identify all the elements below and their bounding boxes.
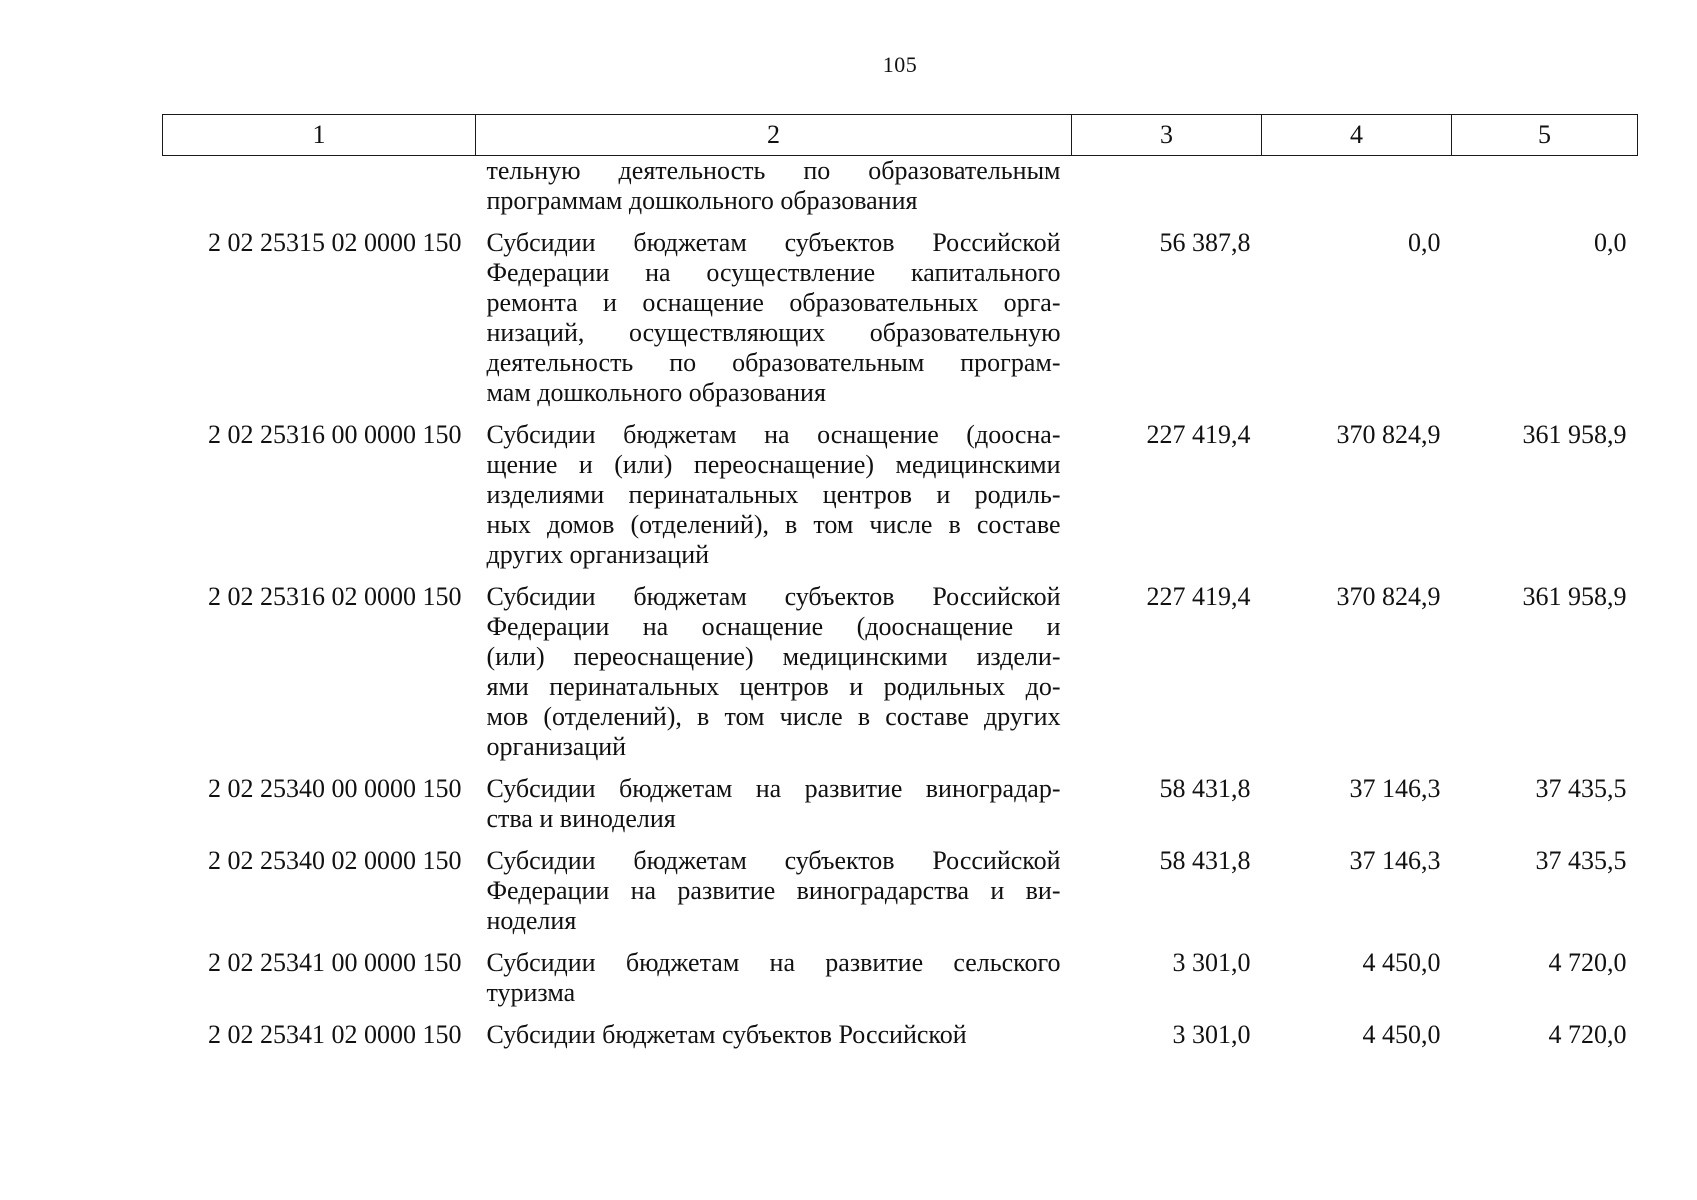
- description-line: туризма: [486, 978, 576, 1007]
- budget-code-cell: [163, 156, 476, 229]
- description-line: Субсидии бюджетам на развитие сельского: [486, 948, 1061, 977]
- header-col-4: 4: [1262, 115, 1452, 156]
- header-col-2: 2: [476, 115, 1072, 156]
- budget-code-cell: 2 02 25341 02 0000 150: [208, 1020, 462, 1049]
- table-row: [163, 228, 1638, 420]
- amount-col-3-cell: [1072, 156, 1262, 229]
- description-line: других организаций: [486, 540, 710, 569]
- description-line: низаций, осуществляющих образовательную: [486, 318, 1061, 347]
- amount-col-3-cell: 227 419,4: [1146, 420, 1251, 449]
- table-row: [163, 420, 1638, 582]
- table-row: [163, 156, 1638, 229]
- table-row: [163, 774, 1638, 846]
- description-cell: [476, 948, 1072, 1020]
- description-line: ноделия: [486, 906, 577, 935]
- amount-col-4-cell: 4 450,0: [1362, 1020, 1441, 1049]
- amount-col-5-cell: 0,0: [1594, 228, 1627, 257]
- amount-col-4-cell: 0,0: [1408, 228, 1441, 257]
- budget-table: [162, 114, 1638, 1062]
- description-line: Субсидии бюджетам субъектов Российской: [486, 582, 1061, 611]
- header-row: [163, 115, 1638, 156]
- budget-code-cell: 2 02 25340 00 0000 150: [208, 774, 462, 803]
- description-line: ства и виноделия: [486, 804, 676, 833]
- amount-col-4-cell: 37 146,3: [1349, 846, 1441, 875]
- header-col-3: 3: [1072, 115, 1262, 156]
- budget-code-cell: 2 02 25341 00 0000 150: [208, 948, 462, 977]
- amount-col-5-cell: 4 720,0: [1548, 1020, 1627, 1049]
- description-line: деятельность по образовательным програм-: [486, 348, 1061, 377]
- amount-col-5-cell: 4 720,0: [1548, 948, 1627, 977]
- description-line: организаций: [486, 732, 627, 761]
- description-line: Субсидии бюджетам субъектов Российской: [486, 228, 1061, 257]
- amount-col-4-cell: 4 450,0: [1362, 948, 1441, 977]
- description-cell: [476, 228, 1072, 420]
- header-col-1: 1: [163, 115, 476, 156]
- amount-col-3-cell: 58 431,8: [1159, 774, 1251, 803]
- description-line: программам дошкольного образования: [486, 186, 918, 215]
- budget-code-cell: 2 02 25316 02 0000 150: [208, 582, 462, 611]
- description-line: Федерации на оснащение (дооснащение и: [486, 612, 1061, 641]
- amount-col-3-cell: 3 301,0: [1172, 948, 1251, 977]
- description-line: Субсидии бюджетам субъектов Российской: [486, 846, 1061, 875]
- description-cell: [476, 156, 1072, 229]
- amount-col-3-cell: 58 431,8: [1159, 846, 1251, 875]
- description-cell: [476, 1020, 1072, 1062]
- amount-col-5-cell: 37 435,5: [1535, 774, 1627, 803]
- amount-col-3-cell: 56 387,8: [1159, 228, 1251, 257]
- amount-col-5-cell: 361 958,9: [1522, 582, 1627, 611]
- table-header: [163, 115, 1638, 156]
- header-col-5: 5: [1452, 115, 1638, 156]
- description-line: мам дошкольного образования: [486, 378, 826, 407]
- description-cell: [476, 846, 1072, 948]
- description-line: щение и (или) переоснащение) медицинскими: [486, 450, 1061, 479]
- page-number: 105: [882, 52, 918, 77]
- description-cell: [476, 420, 1072, 582]
- table-row: [163, 1020, 1638, 1062]
- description-line: мов (отделений), в том числе в составе других: [486, 702, 1061, 731]
- amount-col-3-cell: 3 301,0: [1172, 1020, 1251, 1049]
- amount-col-4-cell: 37 146,3: [1349, 774, 1441, 803]
- description-line: ями перинатальных центров и родильных до-: [486, 672, 1061, 701]
- amount-col-4-cell: 370 824,9: [1336, 420, 1441, 449]
- description-line: ных домов (отделений), в том числе в составе: [486, 510, 1061, 539]
- description-line: ремонта и оснащение образовательных орга-: [486, 288, 1061, 317]
- description-line: Федерации на осуществление капитального: [486, 258, 1061, 287]
- amount-col-4-cell: [1262, 156, 1452, 229]
- budget-code-cell: 2 02 25315 02 0000 150: [208, 228, 462, 257]
- table-row: [163, 582, 1638, 774]
- budget-code-cell: 2 02 25340 02 0000 150: [208, 846, 462, 875]
- amount-col-5-cell: 361 958,9: [1522, 420, 1627, 449]
- amount-col-3-cell: 227 419,4: [1146, 582, 1251, 611]
- amount-col-5-cell: [1452, 156, 1638, 229]
- description-line: Федерации на развитие виноградарства и ви-: [486, 876, 1061, 905]
- description-line: Субсидии бюджетам на оснащение (доосна-: [486, 420, 1061, 449]
- description-line: изделиями перинатальных центров и родиль-: [486, 480, 1061, 509]
- table-row: [163, 948, 1638, 1020]
- table-row: [163, 846, 1638, 948]
- budget-code-cell: 2 02 25316 00 0000 150: [208, 420, 462, 449]
- amount-col-4-cell: 370 824,9: [1336, 582, 1441, 611]
- description-line: (или) переоснащение) медицинскими издели-: [486, 642, 1061, 671]
- description-cell: [476, 582, 1072, 774]
- description-line: Субсидии бюджетам субъектов Российской: [486, 1020, 967, 1049]
- description-line: тельную деятельность по образовательным: [486, 156, 1061, 185]
- description-line: Субсидии бюджетам на развитие виноградар-: [486, 774, 1061, 803]
- table-body: [163, 156, 1638, 1063]
- amount-col-5-cell: 37 435,5: [1535, 846, 1627, 875]
- description-cell: [476, 774, 1072, 846]
